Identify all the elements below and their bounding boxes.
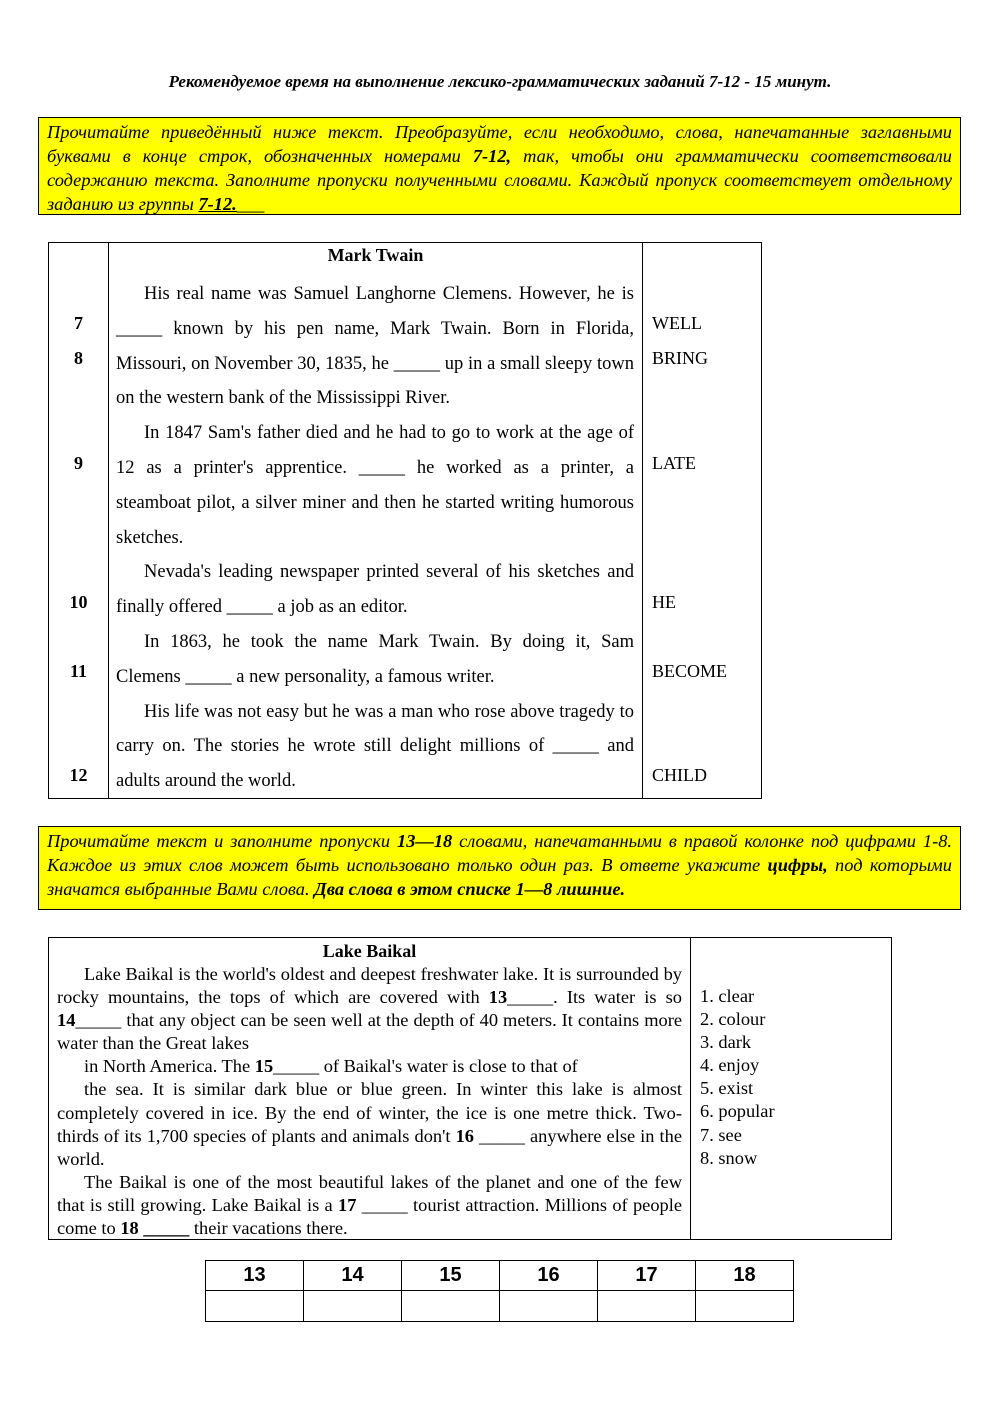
instruction-text: Прочитайте текст и заполните пропуски [47,831,398,851]
column-divider [642,243,643,798]
gap-number: 14 [57,1010,76,1031]
base-word: HE [652,592,676,612]
gap-number: 13 [488,987,508,1008]
instruction-tail: ___ [236,194,265,214]
word-option: 1. clear [700,986,755,1006]
base-word: BECOME [652,661,728,681]
instruction-text: словами, напечатанными в правой колонке под цифрами 1-8. Каждое из этих слов может быть использовано только один раз. В ответе укажите [47,831,952,875]
task-number: 10 [69,592,88,612]
word-options-list [700,985,775,1170]
gap-number: 17 [338,1194,357,1215]
paragraph: in North America. The 15_____ of Baikal's water is close to that of [84,1056,578,1077]
gap-number: 18 [120,1218,139,1239]
instruction-box-2 [38,826,961,910]
answer-header: 17 [598,1261,696,1291]
text-title: Mark Twain [327,245,424,265]
lake-baikal-table [48,937,892,1240]
paragraph: Nevada's leading newspaper printed several of his sketches and finally offered _____ a job as an editor. [116,562,634,618]
instruction-text: под которыми значатся выбранные Вами слова. [47,855,952,899]
page-heading: Рекомендуемое время на выполнение лексико-грамматических заданий 7-12 - 15 минут. [168,72,832,91]
column-divider [690,938,691,1239]
column-divider [108,243,109,798]
word-option: 7. see [700,1124,742,1145]
answer-header: 18 [696,1261,794,1291]
task-number: 7 [74,313,83,333]
base-word: WELL [652,313,702,333]
word-option: 2. colour [700,1009,766,1030]
mark-twain-table [48,242,762,799]
base-word: LATE [652,453,696,473]
instruction-range: 7-12, [472,146,512,166]
instruction-group: 7-12. [198,194,237,214]
paragraph: Lake Baikal is the world's oldest and deepest freshwater lake. It is surrounded by rocky mountains, the tops of which are covered with 13_____. Its water is so 14_____ that any object can be seen well at the depth of 40 meters. It contains more water than the Great lakes [57,964,682,1054]
answer-header: 16 [500,1261,598,1291]
instruction-box-1 [38,117,961,215]
answer-cell[interactable] [500,1291,598,1322]
task-number: 9 [74,453,83,473]
paragraph: the sea. It is similar dark blue or blue green. In winter this lake is almost completely covered in ice. By the end of winter, the ice is one metre thick. Two-thirds of its 1,700 species of plants and animals don't 16 _____ anywhere else in the world. [57,1079,683,1169]
answer-header: 14 [304,1261,402,1291]
answer-cell[interactable] [304,1291,402,1322]
task-number: 8 [74,348,83,368]
paragraph: The Baikal is one of the most beautiful lakes of the planet and one of the few that is still growing. Lake Baikal is a 17 _____ tourist attraction. Millions of people come to 18 _____ their vacations there. [57,1171,682,1239]
text-title: Lake Baikal [322,941,417,961]
paragraph: In 1863, he took the name Mark Twain. By doing it, Sam Clemens _____ a new personality, a famous writer. [116,631,634,687]
answer-cell[interactable] [206,1291,304,1322]
answer-header: 15 [402,1261,500,1291]
paragraph: His real name was Samuel Langhorne Clemens. However, he is _____ known by his pen name, Mark Twain. Born in Florida, Missouri, on November 30, 1835, he _____ up in a small sleepy town on the western bank of the Mississippi River. [116,284,634,409]
answer-cell[interactable] [598,1291,696,1322]
paragraph: His life was not easy but he was a man who rose above tragedy to carry on. The stories he wrote still delight millions of _____ and adults around the world. [116,701,634,792]
answer-cell[interactable] [402,1291,500,1322]
instruction-text: так, чтобы они грамматически соответствовали содержанию текста. Заполните пропуски полученными словами. Каждый пропуск соответствует отдельному заданию из группы [47,146,953,214]
base-word: CHILD [652,765,707,785]
task-number: 11 [69,661,87,681]
word-option: 4. enjoy [700,1055,760,1076]
answer-header: 13 [206,1261,304,1291]
word-option: 3. dark [700,1032,752,1053]
task-number: 12 [69,765,88,785]
word-option: 6. popular [700,1101,775,1122]
gap-blank: _____ [138,1218,190,1239]
instruction-extra-note: Два слова в этом списке 1—8 лишние. [314,879,626,899]
instruction-digits: цифры, [767,855,828,875]
paragraph: In 1847 Sam's father died and he had to go to work at the age of 12 as a printer's apprentice. _____ he worked as a printer, a steamboat pilot, a silver miner and then he started writing humorous sketches. [116,423,634,548]
instruction-range: 13—18 [397,831,453,851]
gap-number: 16 [455,1125,474,1146]
word-option: 5. exist [700,1078,754,1099]
gap-number: 15 [254,1056,274,1077]
word-option: 8. snow [700,1147,758,1168]
answer-cell[interactable] [696,1291,794,1322]
mark-twain-text [116,277,634,799]
instruction-text: Прочитайте приведённый ниже текст. Преобразуйте, если необходимо, слова, напечатанные заглавными буквами в конце строк, обозначенных номерами [47,122,952,166]
answer-grid [205,1260,794,1322]
base-word: BRING [652,348,709,368]
lake-baikal-text [57,963,682,1240]
